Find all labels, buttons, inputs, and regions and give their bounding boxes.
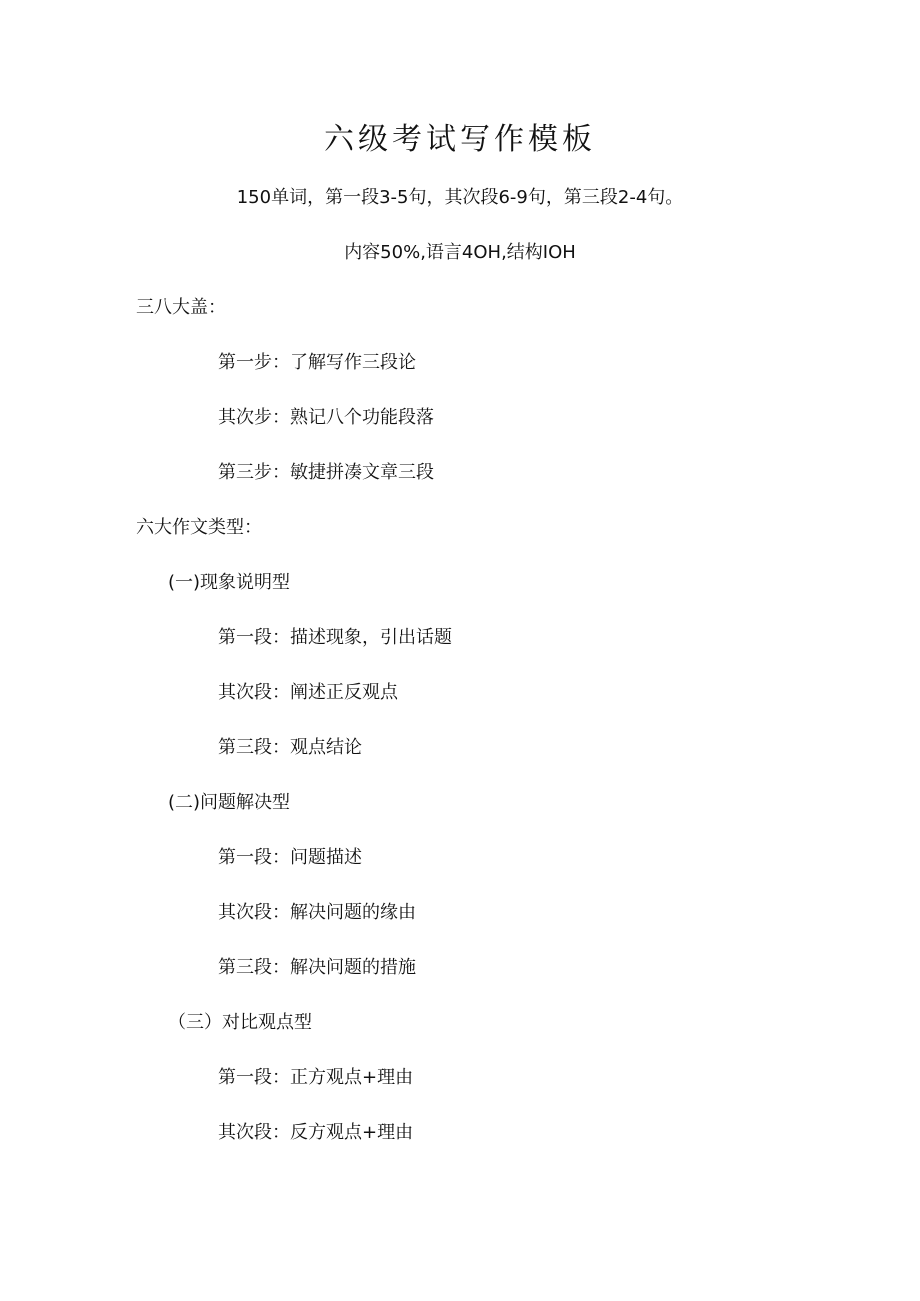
requirements-text: 150单词，第一段3-5句，其次段6-9句，第三段2-4句。 xyxy=(236,187,684,208)
paragraph-item: 第三段：观点结论 xyxy=(218,737,362,758)
page-title: 六级考试写作模板 xyxy=(324,122,596,157)
section-heading-steps: 三八大盖： xyxy=(136,297,226,318)
scoring-text: 内容50%,语言4OH,结构IOH xyxy=(344,242,576,263)
paragraph-item: 其次段：解决问题的缘由 xyxy=(218,902,416,923)
step-item: 第三步：敏捷拼凑文章三段 xyxy=(218,462,434,483)
step-item: 其次步：熟记八个功能段落 xyxy=(218,407,434,428)
section-heading-types: 六大作文类型： xyxy=(136,517,262,538)
paragraph-item: 第一段：问题描述 xyxy=(218,847,362,868)
paragraph-item: 第一段：正方观点+理由 xyxy=(218,1067,414,1088)
step-item: 第一步：了解写作三段论 xyxy=(218,352,416,373)
paragraph-item: 第三段：解决问题的措施 xyxy=(218,957,416,978)
essay-type-heading: (一)现象说明型 xyxy=(168,572,291,593)
paragraph-item: 其次段：反方观点+理由 xyxy=(218,1122,414,1143)
paragraph-item: 第一段：描述现象，引出话题 xyxy=(218,627,452,648)
essay-type-heading: （三）对比观点型 xyxy=(168,1012,312,1033)
essay-type-heading: (二)问题解决型 xyxy=(168,792,291,813)
paragraph-item: 其次段：阐述正反观点 xyxy=(218,682,398,703)
